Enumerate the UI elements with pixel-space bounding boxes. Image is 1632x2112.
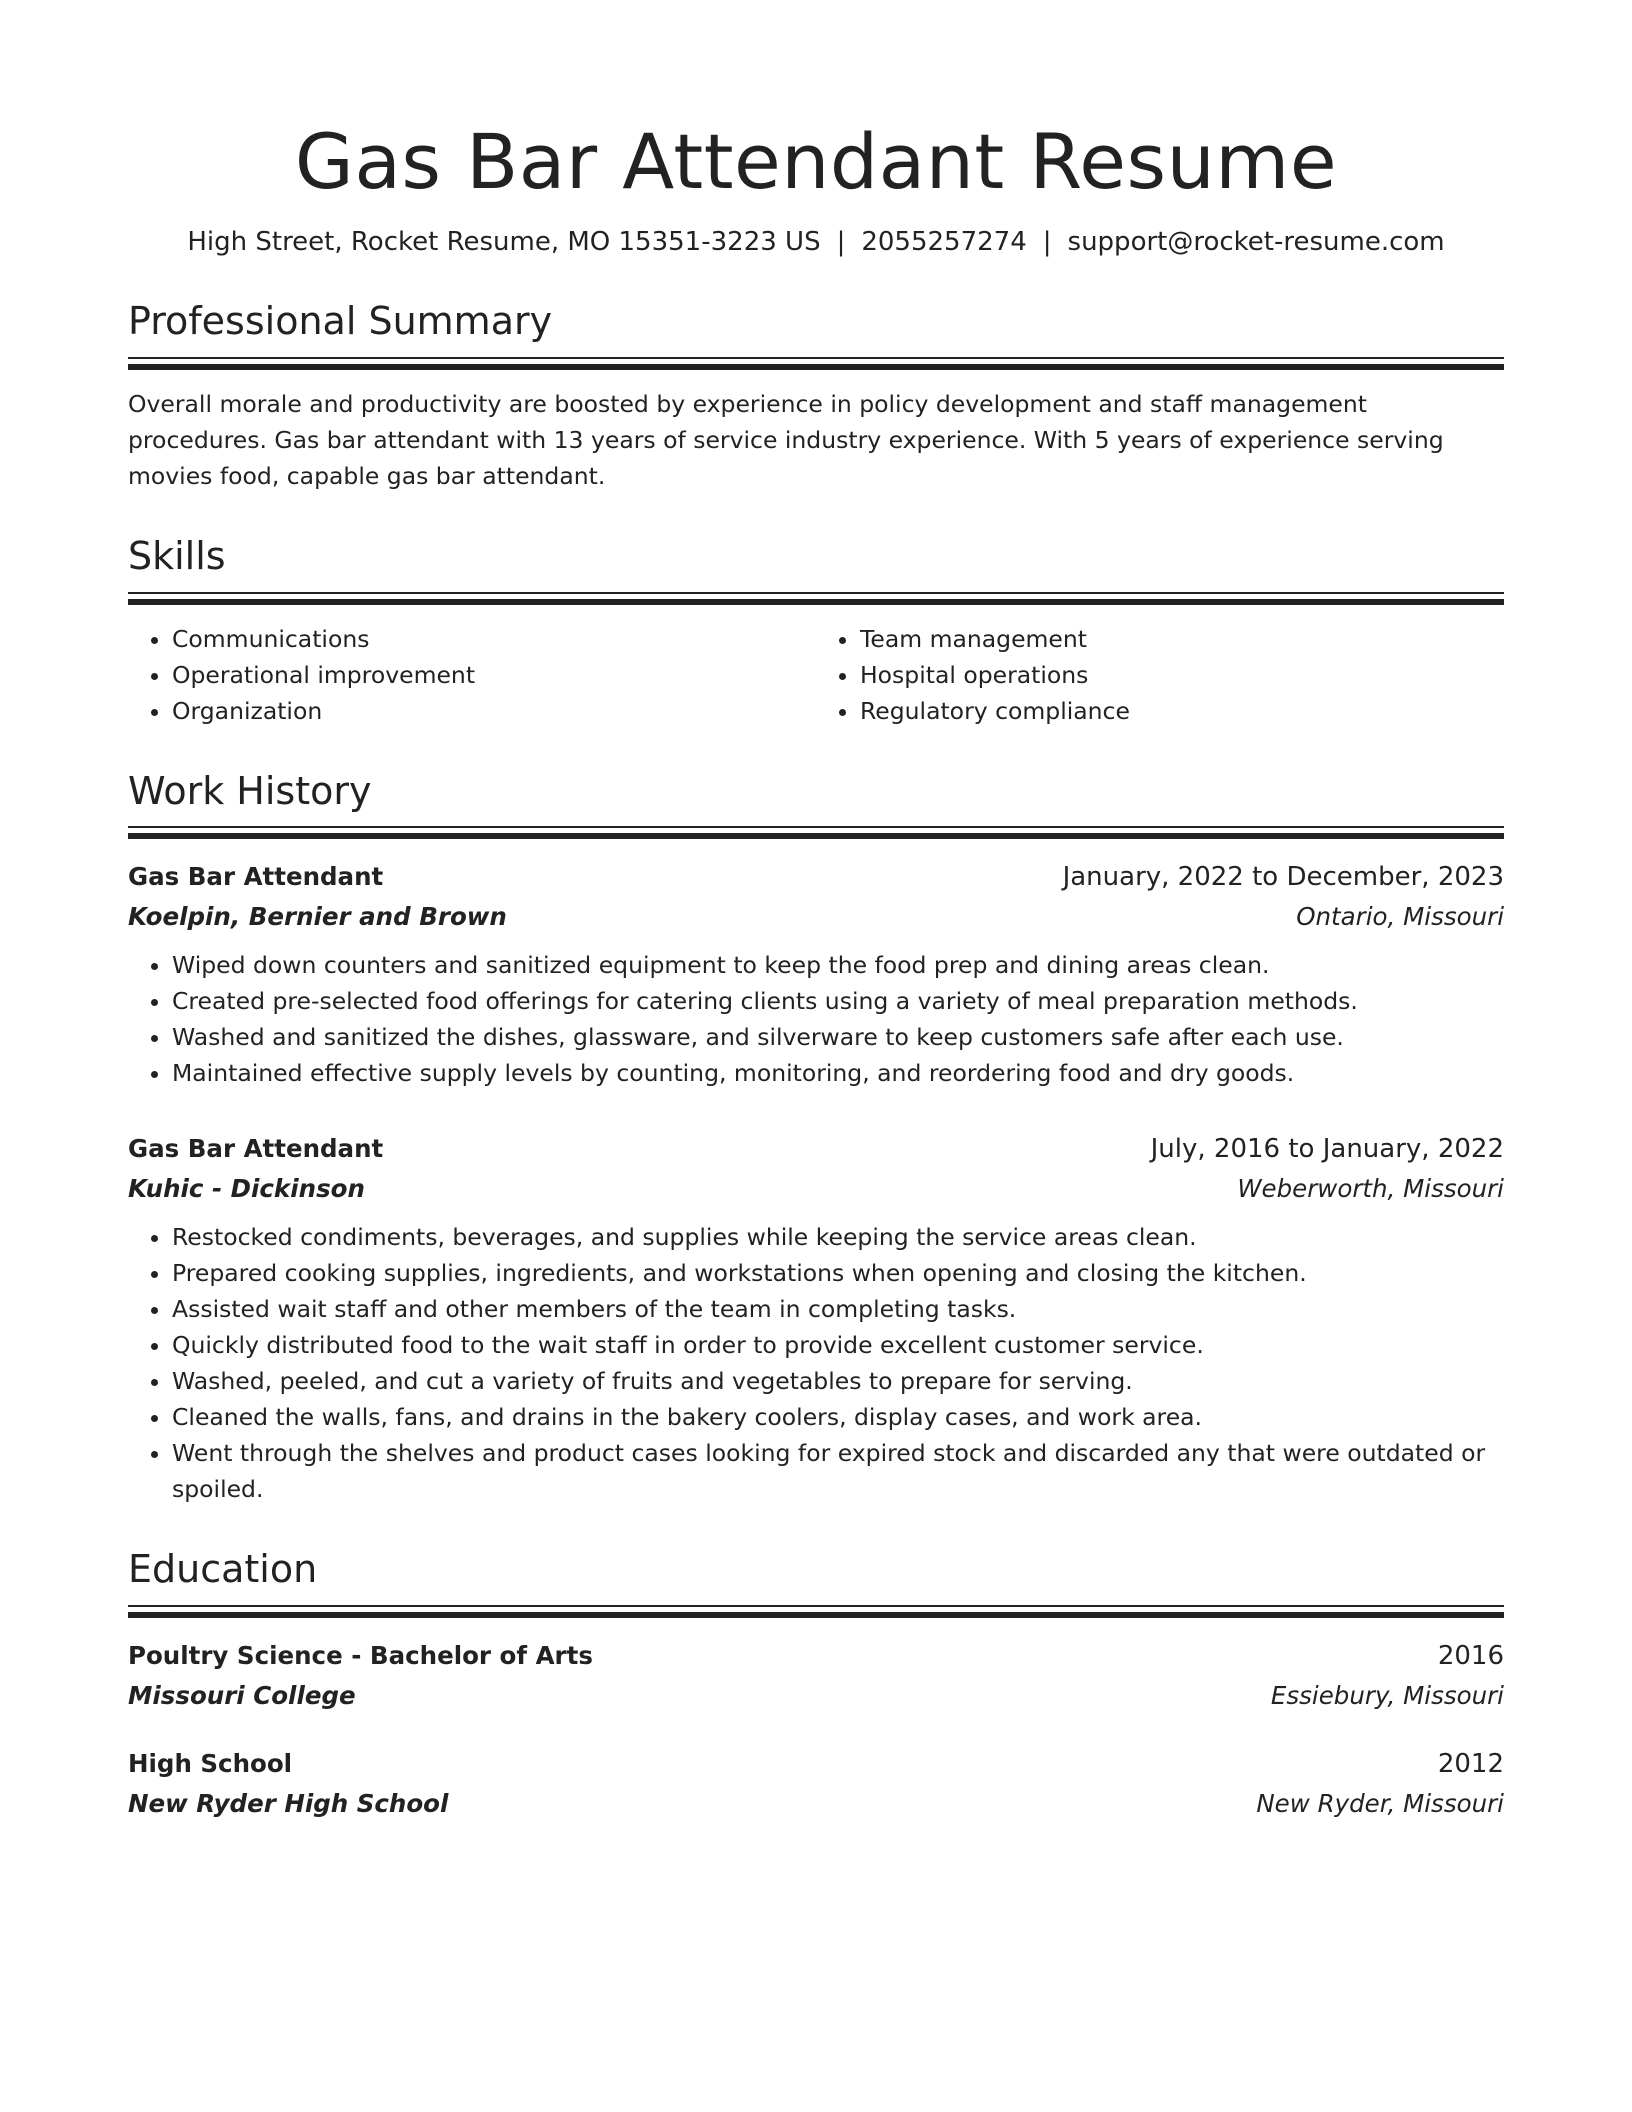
job-dates: January, 2022 to December, 2023: [1062, 862, 1504, 893]
section-title-skills: Skills: [128, 533, 226, 578]
skill-item: • Hospital operations: [860, 657, 1504, 693]
skill-item: • Communications: [172, 621, 816, 657]
education-degree: Poultry Science - Bachelor of Arts: [128, 1640, 593, 1670]
job-bullet: • Went through the shelves and product cases looking for expired stock and discarded any that were outdated or spoiled.: [172, 1435, 1504, 1507]
job-bullet: • Washed, peeled, and cut a variety of fruits and vegetables to prepare for serving.: [172, 1363, 1504, 1399]
job-bullet: • Washed and sanitized the dishes, glassware, and silverware to keep customers safe after each use.: [172, 1019, 1504, 1055]
education-school: New Ryder High School: [128, 1788, 449, 1818]
education-year: 2016: [1437, 1640, 1504, 1671]
education-degree: High School: [128, 1748, 293, 1778]
contact-address: High Street, Rocket Resume, MO 15351-3223 US: [187, 226, 821, 257]
contact-line: [128, 226, 1504, 260]
section-title-education: Education: [128, 1547, 318, 1592]
job-bullet: • Maintained effective supply levels by counting, monitoring, and reordering food and dry goods.: [172, 1055, 1504, 1091]
education-location: New Ryder, Missouri: [1256, 1788, 1504, 1818]
education-section: [128, 1547, 1504, 1824]
education-year: 2012: [1437, 1748, 1504, 1779]
contact-phone: 2055257274: [861, 226, 1027, 257]
skill-item: • Organization: [172, 693, 816, 729]
job-bullet: • Cleaned the walls, fans, and drains in the bakery coolers, display cases, and work area.: [172, 1399, 1504, 1435]
education-entry: [128, 1636, 1504, 1716]
education-school: Missouri College: [128, 1680, 356, 1710]
section-divider: [128, 357, 1504, 370]
job-bullet: • Wiped down counters and sanitized equipment to keep the food prep and dining areas clean.: [172, 947, 1504, 983]
summary-section: [128, 299, 1504, 494]
job-bullets: [128, 1219, 1504, 1507]
skill-item: • Regulatory compliance: [860, 693, 1504, 729]
job-bullets: [128, 947, 1504, 1091]
skill-item: • Team management: [860, 621, 1504, 657]
job-bullet: • Restocked condiments, beverages, and supplies while keeping the service areas clean.: [172, 1219, 1504, 1255]
section-title-work-history: Work History: [128, 768, 372, 813]
contact-separator: |: [836, 226, 846, 257]
section-title-summary: Professional Summary: [128, 299, 553, 344]
job-bullet: • Prepared cooking supplies, ingredients, and workstations when opening and closing the kitchen.: [172, 1255, 1504, 1291]
job-title: Gas Bar Attendant: [128, 1134, 384, 1164]
job-location: Ontario, Missouri: [1296, 902, 1504, 932]
skills-columns: [128, 621, 1504, 729]
contact-separator: |: [1042, 226, 1052, 257]
skills-list-left: [128, 621, 816, 729]
education-entry: [128, 1744, 1504, 1824]
job-company: Koelpin, Bernier and Brown: [128, 902, 507, 932]
skill-item: • Operational improvement: [172, 657, 816, 693]
job-company: Kuhic - Dickinson: [128, 1174, 365, 1204]
job-title: Gas Bar Attendant: [128, 862, 384, 892]
job-dates: July, 2016 to January, 2022: [1150, 1134, 1504, 1165]
skills-section: [128, 534, 1504, 729]
job-entry: [128, 1129, 1504, 1507]
work-history-section: [128, 769, 1504, 1508]
job-bullet: • Quickly distributed food to the wait staff in order to provide excellent customer service.: [172, 1327, 1504, 1363]
job-bullet: • Created pre-selected food offerings for catering clients using a variety of meal preparation methods.: [172, 983, 1504, 1019]
job-entry: [128, 857, 1504, 1091]
education-location: Essiebury, Missouri: [1270, 1680, 1504, 1710]
skills-list-right: [816, 621, 1504, 729]
job-bullet: • Assisted wait staff and other members of the team in completing tasks.: [172, 1291, 1504, 1327]
resume-title: Gas Bar Attendant Resume: [294, 117, 1338, 206]
summary-text: Overall morale and productivity are boosted by experience in policy development and staff management procedures. Gas bar attendant with 13 years of service industry experience. With 5 years of experience serving movies food, capable gas bar attendant.: [128, 389, 1444, 490]
contact-email: support@rocket-resume.com: [1067, 226, 1445, 257]
section-divider: [128, 592, 1504, 605]
job-location: Weberworth, Missouri: [1237, 1174, 1504, 1204]
section-divider: [128, 826, 1504, 839]
section-divider: [128, 1605, 1504, 1618]
